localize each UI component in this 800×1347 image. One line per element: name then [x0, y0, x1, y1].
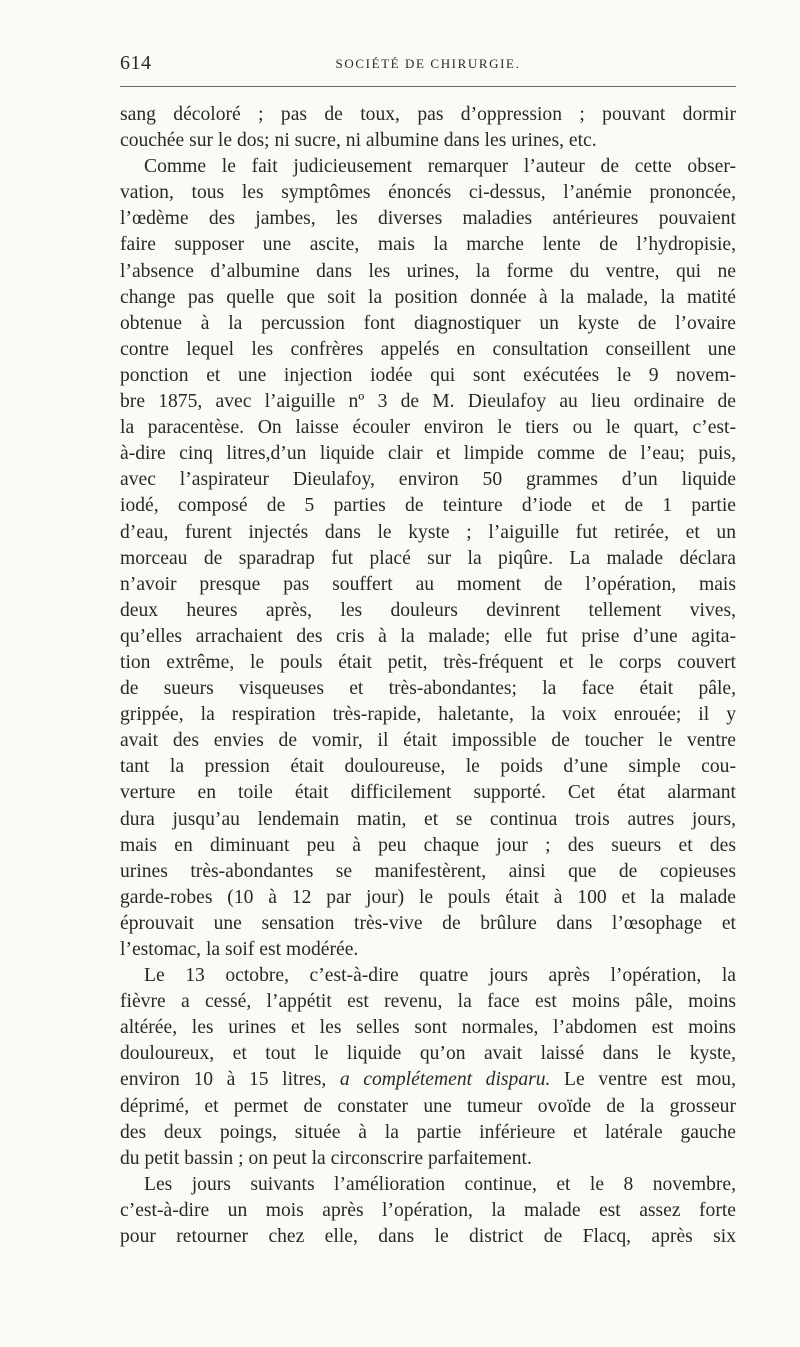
text-line: couchée sur le dos; ni sucre, ni albumine dans les urines, etc.	[120, 130, 597, 152]
text-line: altérée, les urines et les selles sont normales, l’abdomen est moins	[120, 1017, 736, 1039]
text-line: des deux poings, située à la partie inférieure et latérale gauche	[120, 1121, 736, 1143]
text-line: sang décoloré ; pas de toux, pas d’oppression ; pouvant dormir	[120, 104, 736, 125]
text-line: l’absence d’albumine dans les urines, la forme du ventre, qui ne	[120, 260, 736, 282]
text-line: l’œdème des jambes, les diverses maladies antérieures pouvaient	[120, 208, 736, 230]
italic-text-run: a complétement disparu.	[339, 1069, 551, 1091]
text-line: déprimé, et permet de constater une tumeur ovoïde de la grosseur	[120, 1095, 736, 1117]
text-line: faire supposer une ascite, mais la marche lente de l’hydropisie,	[120, 234, 736, 256]
text-line: Les jours suivants l’amélioration continue, et le 8 novembre,	[144, 1173, 736, 1195]
text-line: Le 13 octobre, c’est-à-dire quatre jours après l’opération, la	[144, 965, 736, 987]
text-line: ponction et une injection iodée qui sont exécutées le 9 novem-	[120, 364, 736, 386]
text-line: l’estomac, la soif est modérée.	[120, 939, 359, 960]
text-line: douloureux, et tout le liquide qu’on avait laissé dans le kyste,	[120, 1043, 736, 1065]
paragraph-3	[120, 963, 736, 1172]
text-line: avait des envies de vomir, il était impossible de toucher le ventre	[120, 730, 736, 752]
page-header	[120, 52, 736, 78]
text-line: du petit bassin ; on peut la circonscrire parfaitement.	[120, 1147, 532, 1169]
text-line: morceau de sparadrap fut placé sur la piqûre. La malade déclara	[120, 547, 736, 569]
text-line: contre lequel les confrères appelés en consultation conseillent une	[120, 338, 736, 360]
text-line: Comme le fait judicieusement remarquer l’auteur de cette obser-	[144, 156, 736, 178]
text-line: bre 1875, avec l’aiguille nº 3 de M. Dieulafoy au lieu ordinaire de	[120, 391, 736, 413]
text-line: à-dire cinq litres,d’un liquide clair et limpide comme de l’eau; puis,	[120, 443, 736, 465]
text-line: grippée, la respiration très-rapide, haletante, la voix enrouée; il y	[120, 704, 736, 726]
body-text	[120, 102, 736, 1250]
text-line: obtenue à la percussion font diagnostiquer un kyste de l’ovaire	[120, 312, 736, 334]
text-run: Le ventre est mou,	[550, 1069, 736, 1091]
text-line: c’est-à-dire un mois après l’opération, la malade est assez forte	[120, 1199, 736, 1221]
text-line: la paracentèse. On laisse écouler environ le tiers ou le quart, c’est-	[120, 417, 736, 439]
text-line: urines très-abondantes se manifestèrent, ainsi que de copieuses	[120, 860, 736, 882]
running-head: SOCIÉTÉ DE CHIRURGIE.	[335, 56, 521, 71]
text-line: éprouvait une sensation très-vive de brûlure dans l’œsophage et	[120, 912, 736, 934]
text-line: tion extrême, le pouls était petit, très-fréquent et le corps couvert	[120, 651, 736, 673]
text-line: d’eau, furent injectés dans le kyste ; l’aiguille fut retirée, et un	[120, 521, 736, 543]
text-line: n’avoir presque pas souffert au moment de l’opération, mais	[120, 573, 736, 595]
text-line: verture en toile était difficilement supporté. Cet état alarmant	[120, 782, 736, 804]
text-line: garde-robes (10 à 12 par jour) le pouls était à 100 et la malade	[120, 886, 736, 908]
text-line: mais en diminuant peu à peu chaque jour ; des sueurs et des	[120, 834, 736, 856]
text-line: qu’elles arrachaient des cris à la malade; elle fut prise d’une agita-	[120, 625, 736, 647]
text-line: change pas quelle que soit la position donnée à la malade, la matité	[120, 286, 736, 308]
paragraph-2	[120, 154, 736, 963]
text-line: avec l’aspirateur Dieulafoy, environ 50 grammes d’un liquide	[120, 469, 736, 491]
text-line: pour retourner chez elle, dans le district de Flacq, après six	[120, 1226, 736, 1248]
text-run: environ 10 à 15 litres,	[120, 1069, 340, 1091]
text-line: vation, tous les symptômes énoncés ci-dessus, l’anémie prononcée,	[120, 182, 736, 204]
paragraph-1	[120, 102, 736, 154]
header-rule	[120, 86, 736, 87]
page-number: 614	[120, 52, 152, 74]
text-line: de sueurs visqueuses et très-abondantes; la face était pâle,	[120, 678, 736, 700]
text-line: iodé, composé de 5 parties de teinture d’iode et de 1 partie	[120, 495, 736, 517]
text-line: tant la pression était douloureuse, le poids d’une simple cou-	[120, 756, 736, 778]
text-line: dura jusqu’au lendemain matin, et se continua trois autres jours,	[120, 808, 736, 830]
paragraph-4	[120, 1172, 736, 1250]
text-line: deux heures après, les douleurs devinrent tellement vives,	[120, 599, 736, 621]
text-line: fièvre a cessé, l’appétit est revenu, la face est moins pâle, moins	[120, 991, 736, 1013]
text-line-with-italic	[120, 1067, 736, 1093]
